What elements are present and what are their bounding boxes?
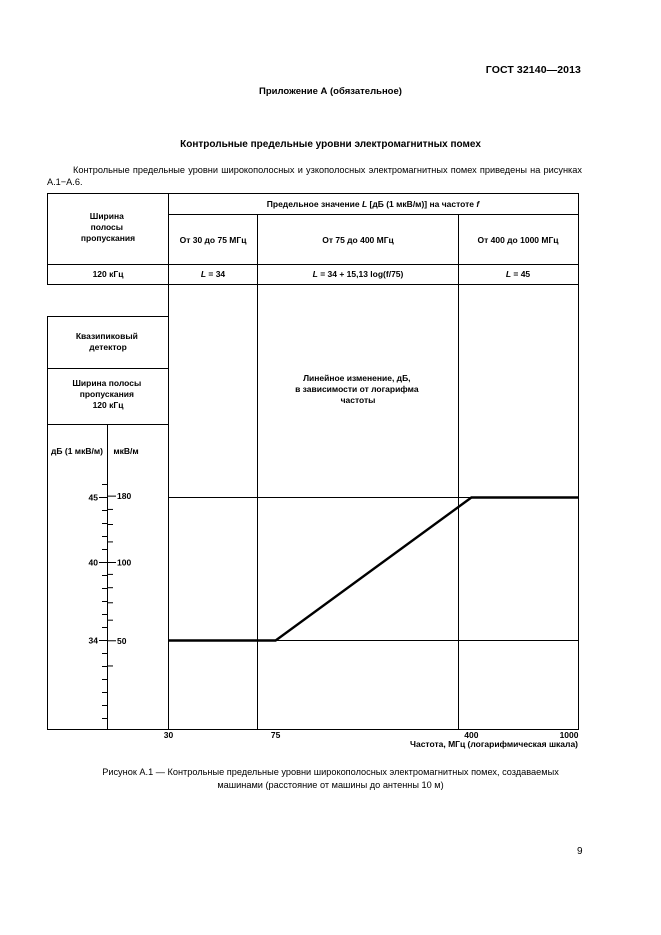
db-tick-label: 34 xyxy=(88,635,98,646)
range-30-75: От 30 до 75 МГц xyxy=(179,235,247,245)
detector-label: Квазипиковый детектор xyxy=(75,331,138,352)
band-value: 120 кГц xyxy=(92,269,124,279)
uv-tick-label: 180 xyxy=(117,491,132,502)
db-tick-label: 40 xyxy=(88,557,98,568)
band-header: Ширина полосы пропускания xyxy=(80,211,136,243)
page-number: 9 xyxy=(577,846,583,857)
uv-tick-label: 100 xyxy=(117,557,132,568)
section-title: Контрольные предельные уровни электромагнитных помех xyxy=(180,139,481,150)
formula-30-75: L = 34 xyxy=(200,269,226,279)
intro-paragraph: Контрольные предельные уровни широкополосных и узкополосных электромагнитных помех приведены на рисунках А.1−А.6. xyxy=(47,165,582,187)
db-tick-label: 45 xyxy=(88,492,98,503)
limit-header: Предельное значение L [дБ (1 мкВ/м)] на частоте f xyxy=(266,199,480,209)
axis-label-uv: мкВ/м xyxy=(113,446,139,456)
formula-75-400: L = 34 + 15,13 log(f/75) xyxy=(312,269,404,279)
formula-400-1000: L = 45 xyxy=(505,269,531,279)
x-tick-label: 400 xyxy=(464,730,479,740)
caption-line-2: машинами (расстояние от машины до антенны 10 м) xyxy=(217,780,444,790)
uv-tick-label: 50 xyxy=(117,635,127,646)
standard-number: ГОСТ 32140—2013 xyxy=(485,64,581,76)
x-tick-label: 30 xyxy=(163,730,174,740)
limit-curve xyxy=(169,498,579,641)
axis-label-db: дБ (1 мкВ/м) xyxy=(51,446,103,456)
annex-title: Приложение А (обязательное) xyxy=(259,86,402,97)
middle-note: Линейное изменение, дБ, в зависимости от логарифма частоты xyxy=(295,373,419,405)
bandwidth-label: Ширина полосы пропускания 120 кГц xyxy=(72,378,142,410)
range-75-400: От 75 до 400 МГц xyxy=(322,235,394,245)
figure-caption xyxy=(0,766,661,792)
x-tick-label: 1000 xyxy=(559,730,579,740)
x-tick-label: 75 xyxy=(270,730,281,740)
range-400-1000: От 400 до 1000 МГц xyxy=(477,235,559,245)
x-axis-title: Частота, МГц (логарифмическая шкала) xyxy=(410,739,578,749)
caption-line-1: Рисунок А.1 — Контрольные предельные уровни широкополосных электромагнитных помех, создаваемых xyxy=(102,767,559,777)
